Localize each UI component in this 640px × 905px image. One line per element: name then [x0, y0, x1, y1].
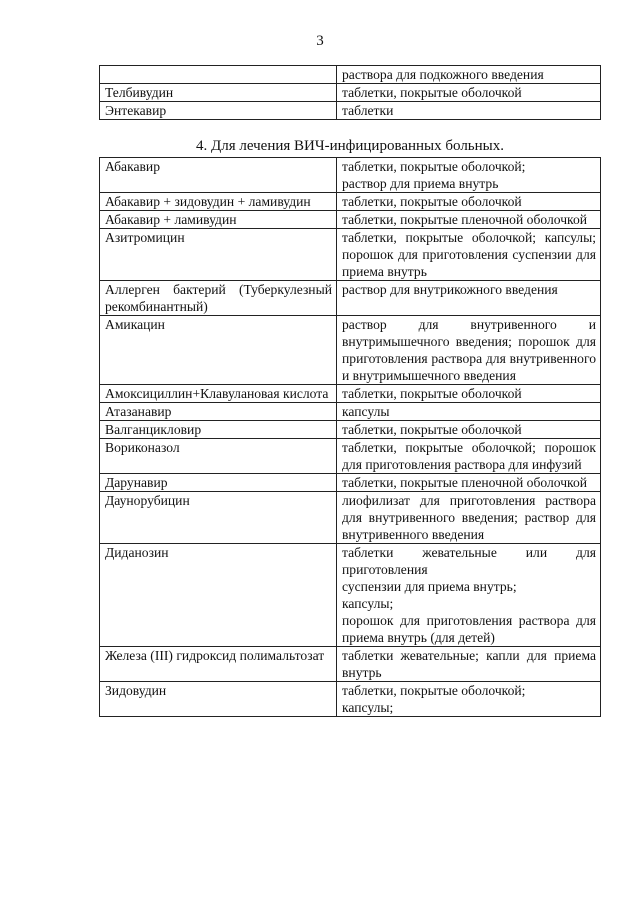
table-row [100, 211, 601, 229]
dosage-form: раствора для подкожного введения [337, 66, 601, 84]
dosage-form [337, 158, 601, 193]
drug-name: Диданозин [100, 544, 337, 647]
table-row [100, 385, 601, 403]
drug-table-hiv [99, 157, 601, 717]
dosage-form [337, 385, 601, 403]
drug-name: Азитромицин [100, 229, 337, 281]
drug-name: Энтекавир [100, 102, 337, 120]
dosage-form [337, 193, 601, 211]
table-row [100, 682, 601, 717]
drug-name: Абакавир + ламивудин [100, 211, 337, 229]
drug-name: Даунорубицин [100, 492, 337, 544]
dosage-form [337, 647, 601, 682]
drug-name: Железа (III) гидроксид полимальтозат [100, 647, 337, 682]
drug-name: Абакавир [100, 158, 337, 193]
dosage-form [337, 211, 601, 229]
dosage-form [337, 682, 601, 717]
dosage-form-line: таблетки жевательные или для приготовления [342, 545, 596, 577]
table-row [100, 158, 601, 193]
drug-name: Вориконазол [100, 439, 337, 474]
dosage-form-line: капсулы; [342, 596, 394, 611]
dosage-form: таблетки, покрытые оболочкой [337, 84, 601, 102]
drug-name: Амикацин [100, 316, 337, 385]
dosage-form-line: таблетки, покрытые оболочкой; [342, 159, 526, 174]
table-row [100, 193, 601, 211]
drug-name: Аллерген бактерий (Туберкулезный рекомбинантный) [100, 281, 337, 316]
dosage-form-line: таблетки, покрытые оболочкой; [342, 683, 526, 698]
dosage-form-line: суспензии для приема внутрь; [342, 579, 517, 594]
drug-name [100, 66, 337, 84]
dosage-form-line: таблетки, покрытые оболочкой [342, 386, 522, 401]
dosage-form [337, 403, 601, 421]
drug-name: Телбивудин [100, 84, 337, 102]
dosage-form [337, 281, 601, 316]
drug-name: Дарунавир [100, 474, 337, 492]
drug-name: Валганцикловир [100, 421, 337, 439]
table-row [100, 102, 601, 120]
dosage-form-line: таблетки, покрытые оболочкой; порошок для приготовления раствора для инфузий [342, 440, 596, 472]
drug-name: Абакавир + зидовудин + ламивудин [100, 193, 337, 211]
drug-name: Атазанавир [100, 403, 337, 421]
dosage-form [337, 439, 601, 474]
dosage-form-line: таблетки, покрытые оболочкой [342, 194, 522, 209]
dosage-form [337, 474, 601, 492]
dosage-form-line: раствор для внутривенного и внутримышечного введения; порошок для приготовления раствора для внутривенного и внутримышечного введения [342, 317, 596, 383]
dosage-form [337, 492, 601, 544]
dosage-form-line: раствор для приема внутрь [342, 176, 499, 191]
section-heading: 4. Для лечения ВИЧ-инфицированных больных. [195, 138, 505, 154]
table-row [100, 403, 601, 421]
dosage-form-line: таблетки, покрытые пленочной оболочкой [342, 475, 588, 490]
table-row [100, 647, 601, 682]
table-row [100, 281, 601, 316]
table-row [100, 421, 601, 439]
dosage-form [337, 316, 601, 385]
drug-name: Зидовудин [100, 682, 337, 717]
dosage-form [337, 421, 601, 439]
dosage-form: таблетки [337, 102, 601, 120]
dosage-form-line: капсулы [342, 404, 390, 419]
dosage-form-line: лиофилизат для приготовления раствора для внутривенного введения; раствор для внутривенного введения [342, 493, 596, 542]
dosage-form-line: раствор для внутрикожного введения [342, 282, 558, 297]
table-row [100, 84, 601, 102]
dosage-form [337, 544, 601, 647]
table-row [100, 66, 601, 84]
page-number: 3 [316, 33, 324, 49]
table-row [100, 229, 601, 281]
dosage-form-line: порошок для приготовления раствора для приема внутрь (для детей) [342, 613, 596, 645]
table-row [100, 544, 601, 647]
dosage-form-line: таблетки, покрытые оболочкой; капсулы; порошок для приготовления суспензии для приема внутрь [342, 230, 596, 279]
dosage-form-line: таблетки, покрытые пленочной оболочкой [342, 212, 588, 227]
table-row [100, 474, 601, 492]
table-row [100, 439, 601, 474]
dosage-form-line: таблетки жевательные; капли для приема внутрь [342, 648, 596, 680]
table-row [100, 316, 601, 385]
table-row [100, 492, 601, 544]
drug-table-continued [99, 65, 601, 120]
dosage-form-line: капсулы; [342, 700, 394, 715]
drug-name: Амоксициллин+Клавулановая кислота [100, 385, 337, 403]
dosage-form-line: таблетки, покрытые оболочкой [342, 422, 522, 437]
dosage-form [337, 229, 601, 281]
